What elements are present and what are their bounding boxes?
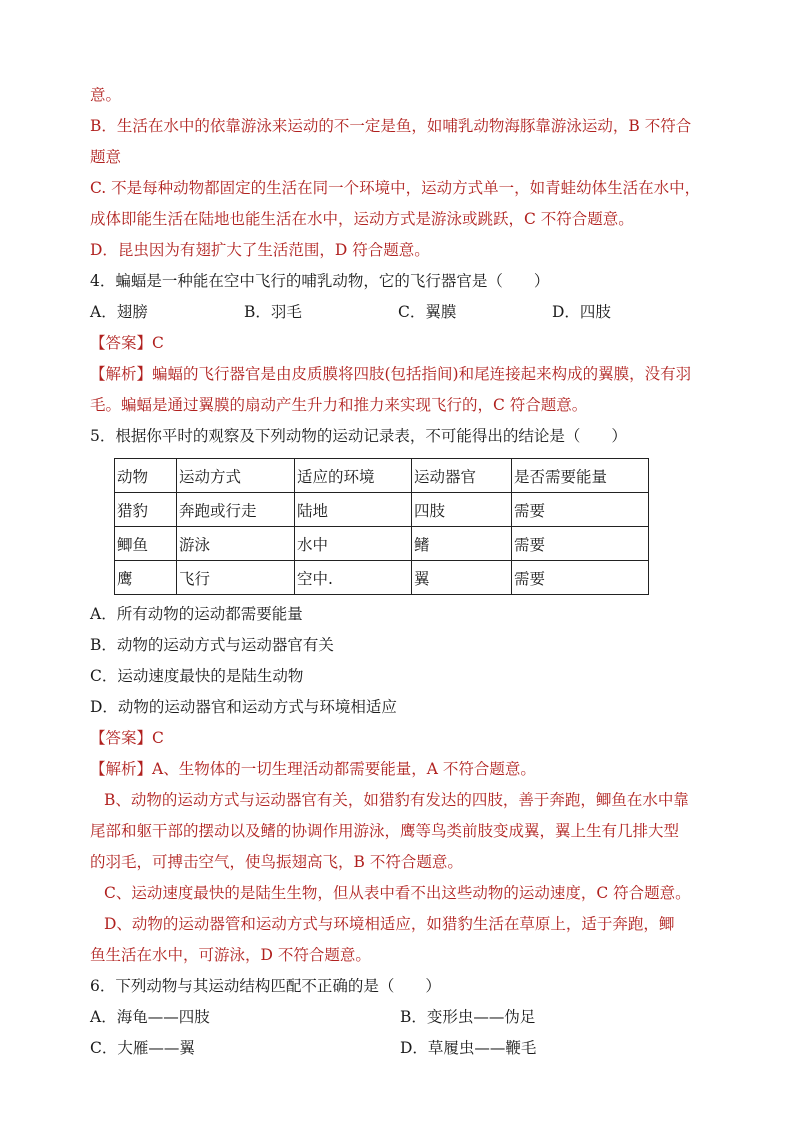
table-row [115,527,649,561]
table-cell: 需要 [512,493,649,527]
q3-analysis-b-line2: 题意 [90,148,122,166]
table-header-row [115,459,649,493]
q5-analysis-d-line1: D、动物的运动器管和运动方式与环境相适应，如猎豹生活在草原上，适于奔跑，鲫 [104,915,675,933]
document-page [90,80,710,1064]
q5-analysis-b-line1: B、动物的运动方式与运动器官有关，如猎豹有发达的四肢，善于奔跑，鲫鱼在水中靠 [104,791,689,809]
q6-option-c: C．大雁——翼 [90,1039,195,1057]
table-cell: 游泳 [177,527,295,561]
table-cell: 鹰 [115,561,177,595]
q6-option-b: B．变形虫——伪足 [400,1008,536,1026]
q5-option-d: D．动物的运动器官和运动方式与环境相适应 [90,698,397,716]
q3-analysis-c-line2: 成体即能生活在陆地也能生活在水中，运动方式是游泳或跳跃，C 不符合题意。 [90,210,634,228]
table-cell: 鳍 [412,527,512,561]
q5-option-a: A．所有动物的运动都需要能量 [90,605,303,623]
q6-option-d: D．草履虫——鞭毛 [400,1039,537,1057]
q6-stem: 6．下列动物与其运动结构匹配不正确的是（ ） [90,977,441,995]
q4-options [90,297,710,328]
q4-option-b: B．羽毛 [244,303,302,321]
table-cell: 猎豹 [115,493,177,527]
table-header-cell: 运动器官 [412,459,512,493]
q3-analysis-end: 意。 [90,86,122,104]
table-cell: 空中. [295,561,412,595]
q5-answer: 【答案】C [90,729,164,747]
q5-option-b: B．动物的运动方式与运动器官有关 [90,636,334,654]
table-header-cell: 是否需要能量 [512,459,649,493]
q3-analysis-b-line1: B．生活在水中的依靠游泳来运动的不一定是鱼，如哺乳动物海豚靠游泳运动，B 不符合 [90,117,692,135]
q5-analysis-a: 【解析】A、生物体的一切生理活动都需要能量，A 不符合题意。 [90,760,536,778]
table-header-cell: 动物 [115,459,177,493]
q5-analysis-b-line2: 尾部和躯干部的摆动以及鳍的协调作用游泳，鹰等鸟类前肢变成翼，翼上生有几排大型 [90,822,680,840]
q4-option-a: A．翅膀 [90,303,148,321]
q5-analysis-d-line2: 鱼生活在水中，可游泳，D 不符合题意。 [90,946,371,964]
q5-option-c: C．运动速度最快的是陆生动物 [90,667,304,685]
q4-option-d: D．四肢 [552,303,611,321]
q4-stem: 4．蝙蝠是一种能在空中飞行的哺乳动物，它的飞行器官是（ ） [90,272,550,290]
table-cell: 四肢 [412,493,512,527]
animal-motion-table [114,458,649,595]
q5-stem: 5．根据你平时的观察及下列动物的运动记录表，不可能得出的结论是（ ） [90,427,627,445]
table-header-cell: 运动方式 [177,459,295,493]
table-cell: 翼 [412,561,512,595]
table-row [115,561,649,595]
q3-analysis-d-line1: D．昆虫因为有翅扩大了生活范围，D 符合题意。 [90,241,430,259]
q6-options-row2 [90,1033,710,1064]
q4-option-c: C．翼膜 [398,303,457,321]
table-cell: 奔跑或行走 [177,493,295,527]
q5-analysis-c: C、运动速度最快的是陆生生物，但从表中看不出这些动物的运动速度，C 符合题意。 [104,884,691,902]
table-cell: 水中 [295,527,412,561]
table-cell: 鲫鱼 [115,527,177,561]
table-row [115,493,649,527]
q4-answer: 【答案】C [90,334,164,352]
table-cell: 陆地 [295,493,412,527]
q3-analysis-c-line1: C. 不是每种动物都固定的生活在同一个环境中，运动方式单一，如青蛙幼体生活在水中， [90,179,701,197]
table-cell: 需要 [512,561,649,595]
q6-options-row1 [90,1002,710,1033]
table-header-cell: 适应的环境 [295,459,412,493]
q6-option-a: A．海龟——四肢 [90,1008,210,1026]
q5-analysis-b-line3: 的羽毛，可搏击空气，使鸟振翅高飞，B 不符合题意。 [90,853,463,871]
q4-analysis-line2: 毛。蝙蝠是通过翼膜的扇动产生升力和推力来实现飞行的，C 符合题意。 [90,396,588,414]
table-cell: 飞行 [177,561,295,595]
q4-analysis-line1: 【解析】蝙蝠的飞行器官是由皮质膜将四肢(包括指间)和尾连接起来构成的翼膜，没有羽 [90,365,692,383]
table-cell: 需要 [512,527,649,561]
